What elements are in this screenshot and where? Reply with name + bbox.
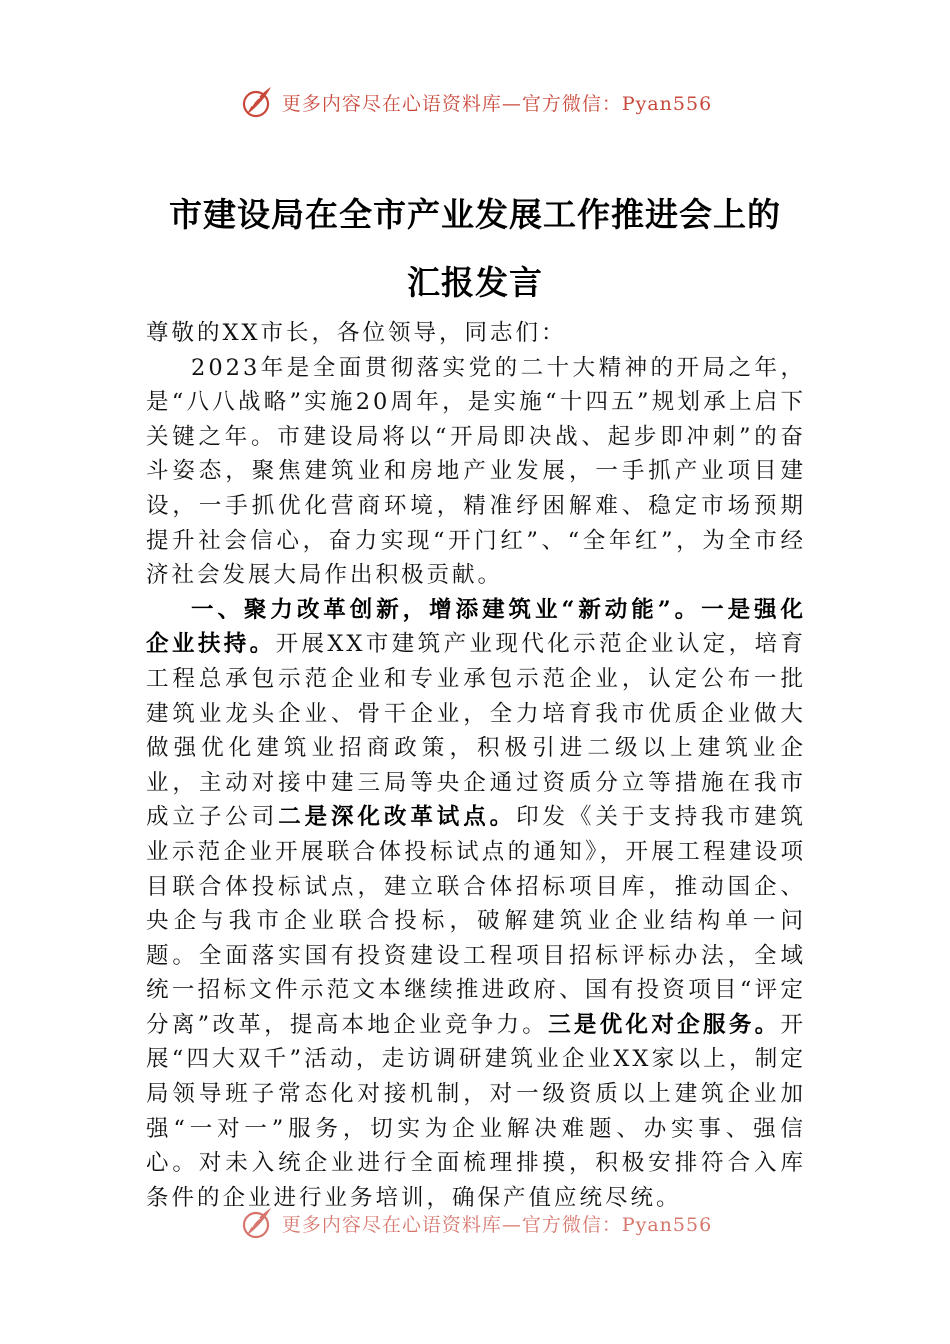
section-1-paragraph bbox=[146, 593, 806, 1216]
point-3-body: 开展“四大双千”活动，走访调研建筑业企业XX家以上，制定局领导班子常态化对接机制，对一级资质以上建筑企业加强“一对一”服务，切实为企业解决难题、办实事、强信心。对未入统企业进行全面梳理排摸，积极安排符合入库条件的企业进行业务培训，确保产值应统尽统。 bbox=[146, 1011, 806, 1211]
watermark-header bbox=[0, 82, 950, 122]
point-3-title: 三是优化对企服务。 bbox=[548, 1011, 781, 1038]
watermark-text: 更多内容尽在心语资料库—官方微信：Pyan556 bbox=[281, 1213, 713, 1236]
intro-paragraph: 2023年是全面贯彻落实党的二十大精神的开局之年，是“八八战略”实施20周年，是实施“十四五”规划承上启下关键之年。市建设局将以“开局即决战、起步即冲刺”的奋斗姿态，聚焦建筑业和房地产业发展，一手抓产业项目建设，一手抓优化营商环境，精准纾困解难、稳定市场预期提升社会信心，奋力实现“开门红”、“全年红”，为全市经济社会发展大局作出积极贡献。 bbox=[146, 354, 806, 589]
point-1-title: 一是强化企业扶持。 bbox=[146, 596, 806, 658]
document-title-line-1: 市建设局在全市产业发展工作推进会上的 bbox=[169, 195, 781, 234]
quill-logo-icon bbox=[238, 84, 274, 120]
point-2-body: 印发《关于支持我市建筑业示范企业开展联合体投标试点的通知》，开展工程建设项目联合体投标试点，建立联合体招标项目库，推动国企、央企与我市企业联合投标，破解建筑业企业结构单一问题。全面落实国有投资建设工程项目招标评标办法，全域统一招标文件示范文本继续推进政府、国有投资项目“评定分离”改革，提高本地企业竞争力。 bbox=[146, 804, 806, 1038]
point-2-title: 二是深化改革试点。 bbox=[278, 804, 517, 831]
document-title-line-2: 汇报发言 bbox=[407, 263, 543, 302]
watermark-text: 更多内容尽在心语资料库—官方微信：Pyan556 bbox=[281, 92, 713, 115]
watermark-footer bbox=[0, 1203, 950, 1243]
point-1-body: 开展XX市建筑产业现代化示范企业认定，培育工程总承包示范企业和专业承包示范企业，认定公布一批建筑业龙头企业、骨干企业，全力培育我市优质企业做大做强优化建筑业招商政策，积极引进二级以上建筑业企业，主动对接中建三局等央企通过资质分立等措施在我市成立子公司 bbox=[146, 631, 806, 831]
document-body bbox=[146, 316, 806, 1215]
quill-logo-icon bbox=[238, 1205, 274, 1241]
section-1-heading: 一、聚力改革创新，增添建筑业“新动能”。 bbox=[191, 596, 702, 623]
salutation: 尊敬的XX市长，各位领导，同志们： bbox=[146, 320, 567, 346]
